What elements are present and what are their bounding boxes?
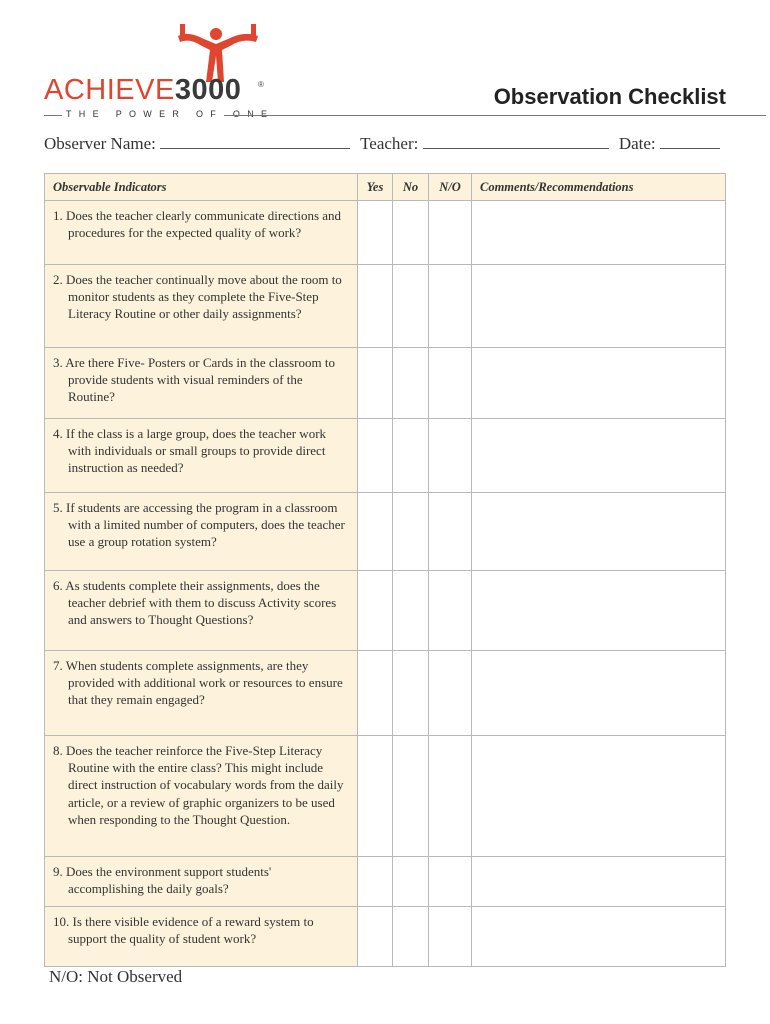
indicator-cell [45, 419, 358, 493]
not-observed-cell[interactable] [429, 265, 472, 348]
footnote-not-observed: N/O: Not Observed [49, 967, 183, 986]
comments-cell[interactable] [472, 201, 726, 265]
observer-info-line [44, 134, 724, 154]
indicator-cell [45, 907, 358, 967]
comments-cell[interactable] [472, 736, 726, 857]
comments-cell[interactable] [472, 493, 726, 571]
no-cell[interactable] [393, 736, 429, 857]
indicator-text: 2. Does the teacher continually move about the room to monitor students as they complete the Five-Step Literacy Routine or other daily assignments? [53, 272, 342, 322]
observer-name-label: Observer Name: [44, 134, 156, 153]
indicator-cell [45, 348, 358, 419]
header-comments: Comments/Recommendations [472, 174, 726, 201]
comments-cell[interactable] [472, 419, 726, 493]
indicator-text: 8. Does the teacher reinforce the Five-Step Literacy Routine with the entire class? This might include direct instruction of vocabulary words from the daily article, or a review of graphic organizers to be used when responding to the Thought Question. [53, 743, 344, 827]
no-cell[interactable] [393, 201, 429, 265]
yes-cell[interactable] [358, 857, 393, 907]
indicator-text: 5. If students are accessing the program in a classroom with a limited number of computers, does the teacher use a group rotation system? [53, 500, 345, 550]
table-row [45, 736, 726, 857]
date-field[interactable] [660, 134, 720, 149]
no-cell[interactable] [393, 493, 429, 571]
yes-cell[interactable] [358, 265, 393, 348]
observation-table [44, 173, 726, 967]
indicator-cell [45, 651, 358, 736]
indicator-cell [45, 201, 358, 265]
indicator-text: 3. Are there Five- Posters or Cards in the classroom to provide students with visual reminders of the Routine? [53, 355, 335, 405]
comments-cell[interactable] [472, 857, 726, 907]
not-observed-cell[interactable] [429, 493, 472, 571]
table-row [45, 348, 726, 419]
not-observed-cell[interactable] [429, 857, 472, 907]
no-cell[interactable] [393, 857, 429, 907]
header-no: No [393, 174, 429, 201]
tagline-rule-right [224, 115, 766, 116]
yes-cell[interactable] [358, 651, 393, 736]
indicator-cell [45, 736, 358, 857]
not-observed-cell[interactable] [429, 736, 472, 857]
indicator-text: 6. As students complete their assignments, does the teacher debrief with them to discuss Activity scores and answers to Thought Questions? [53, 578, 337, 628]
table-row [45, 571, 726, 651]
registered-mark: ® [258, 80, 264, 89]
header-not-observed: N/O [429, 174, 472, 201]
comments-cell[interactable] [472, 651, 726, 736]
indicator-cell [45, 571, 358, 651]
table-row [45, 907, 726, 967]
indicator-text: 9. Does the environment support students' accomplishing the daily goals? [53, 864, 272, 897]
indicator-cell [45, 265, 358, 348]
observer-name-field[interactable] [160, 134, 350, 149]
no-cell[interactable] [393, 651, 429, 736]
indicator-cell [45, 493, 358, 571]
teacher-field[interactable] [423, 134, 609, 149]
no-cell[interactable] [393, 265, 429, 348]
yes-cell[interactable] [358, 201, 393, 265]
not-observed-cell[interactable] [429, 419, 472, 493]
no-cell[interactable] [393, 571, 429, 651]
header-yes: Yes [358, 174, 393, 201]
comments-cell[interactable] [472, 265, 726, 348]
no-cell[interactable] [393, 419, 429, 493]
yes-cell[interactable] [358, 419, 393, 493]
yes-cell[interactable] [358, 907, 393, 967]
yes-cell[interactable] [358, 736, 393, 857]
no-cell[interactable] [393, 348, 429, 419]
not-observed-cell[interactable] [429, 201, 472, 265]
comments-cell[interactable] [472, 907, 726, 967]
not-observed-cell[interactable] [429, 907, 472, 967]
indicator-text: 1. Does the teacher clearly communicate directions and procedures for the expected quality of work? [53, 208, 342, 241]
table-row [45, 493, 726, 571]
table-row [45, 419, 726, 493]
header-observable-indicators: Observable Indicators [45, 174, 358, 201]
table-row [45, 201, 726, 265]
yes-cell[interactable] [358, 348, 393, 419]
indicator-text: 4. If the class is a large group, does the teacher work with individuals or small groups to provide direct instruction as needed? [53, 426, 327, 476]
logo-word-3000: 3000 [174, 74, 242, 106]
indicator-cell [45, 857, 358, 907]
not-observed-cell[interactable] [429, 348, 472, 419]
tagline-text: THE POWER OF ONE [66, 109, 275, 119]
indicator-text: 10. Is there visible evidence of a reward system to support the quality of student work? [53, 914, 314, 947]
table-row [45, 857, 726, 907]
not-observed-cell[interactable] [429, 571, 472, 651]
indicator-text: 7. When students complete assignments, are they provided with additional work or resources to ensure that they remain engaged? [53, 658, 343, 708]
table-row [45, 651, 726, 736]
table-row [45, 265, 726, 348]
page-title: Observation Checklist [493, 84, 726, 109]
not-observed-cell[interactable] [429, 651, 472, 736]
tagline-rule-left [44, 115, 62, 116]
logo-word-achieve: ACHIEVE [44, 74, 175, 106]
tagline [44, 108, 766, 122]
table-header-row [45, 174, 726, 201]
date-label: Date: [618, 134, 656, 153]
comments-cell[interactable] [472, 571, 726, 651]
teacher-label: Teacher: [360, 134, 419, 153]
achieve3000-wordmark [44, 76, 241, 105]
yes-cell[interactable] [358, 493, 393, 571]
comments-cell[interactable] [472, 348, 726, 419]
no-cell[interactable] [393, 907, 429, 967]
yes-cell[interactable] [358, 571, 393, 651]
